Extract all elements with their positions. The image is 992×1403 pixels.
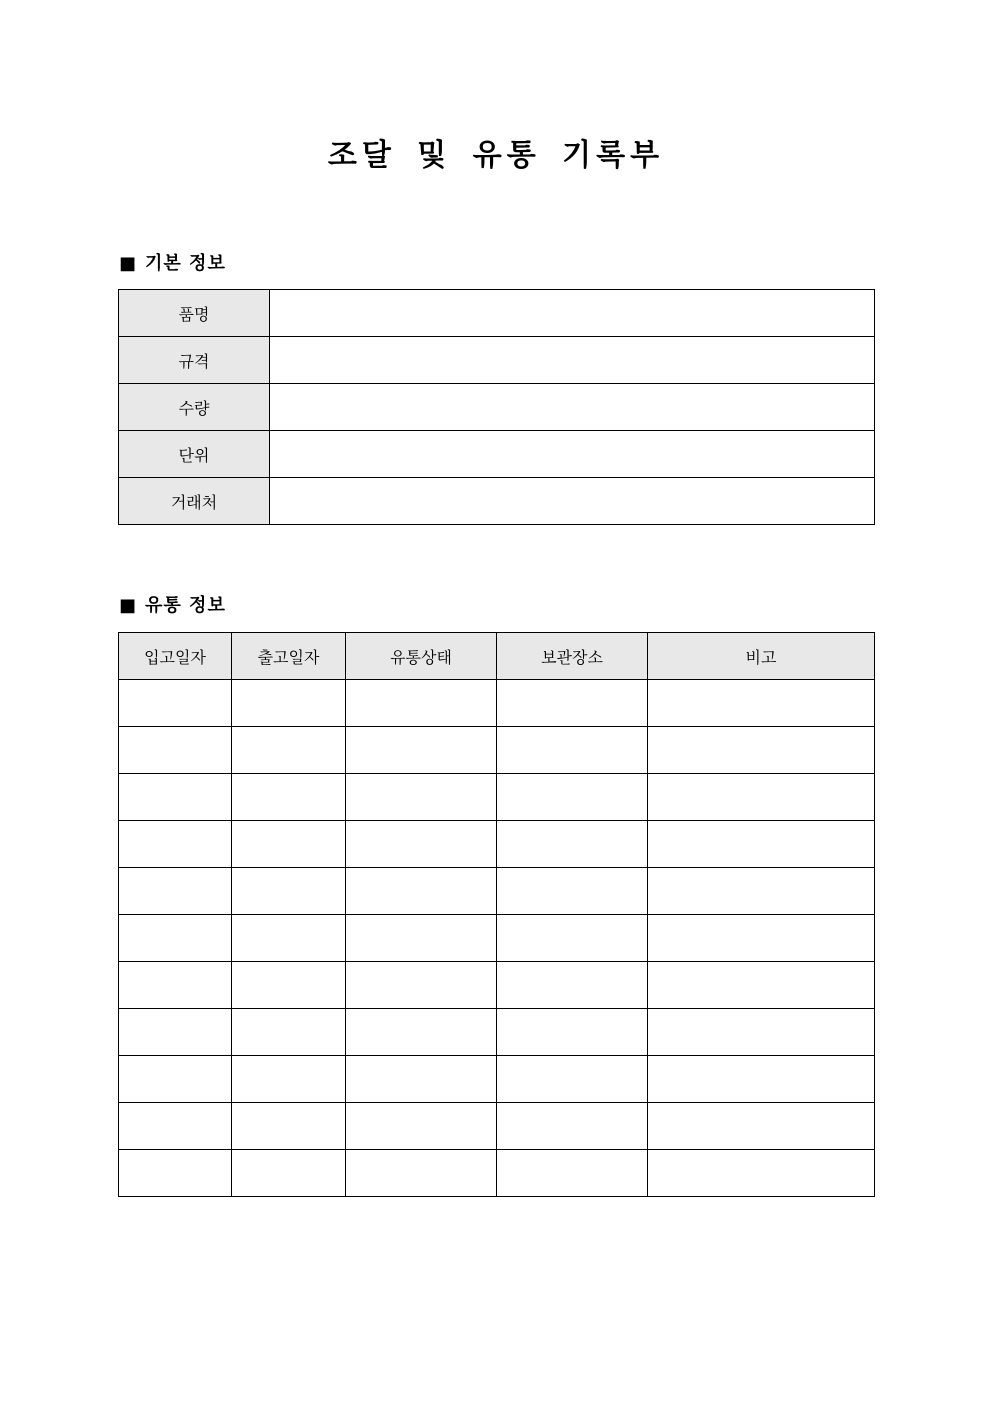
cell-status[interactable] <box>346 727 497 774</box>
flow-info-heading <box>119 594 226 618</box>
table-row <box>119 962 875 1009</box>
cell-location[interactable] <box>497 1009 648 1056</box>
page-title: 조달 및 유통 기록부 <box>327 138 665 173</box>
cell-in-date[interactable] <box>119 1103 232 1150</box>
table-row <box>119 431 875 478</box>
basic-info-heading-text: 기본 정보 <box>145 253 226 274</box>
field-label-quantity: 수량 <box>119 384 270 431</box>
square-bullet-icon: ■ <box>119 595 138 616</box>
table-row <box>119 774 875 821</box>
cell-out-date[interactable] <box>232 868 346 915</box>
cell-location[interactable] <box>497 680 648 727</box>
table-row <box>119 821 875 868</box>
table-row <box>119 478 875 525</box>
cell-location[interactable] <box>497 727 648 774</box>
table-row <box>119 680 875 727</box>
square-bullet-icon: ■ <box>119 253 138 274</box>
cell-status[interactable] <box>346 868 497 915</box>
cell-remarks[interactable] <box>648 915 875 962</box>
field-value-spec[interactable] <box>270 337 875 384</box>
table-row <box>119 337 875 384</box>
field-label-spec: 규격 <box>119 337 270 384</box>
cell-remarks[interactable] <box>648 1009 875 1056</box>
cell-status[interactable] <box>346 1150 497 1197</box>
cell-status[interactable] <box>346 1103 497 1150</box>
field-label-vendor: 거래처 <box>119 478 270 525</box>
cell-status[interactable] <box>346 1009 497 1056</box>
cell-remarks[interactable] <box>648 868 875 915</box>
table-header-row <box>119 633 875 680</box>
cell-remarks[interactable] <box>648 1056 875 1103</box>
field-value-quantity[interactable] <box>270 384 875 431</box>
column-header-location: 보관장소 <box>497 633 648 680</box>
cell-in-date[interactable] <box>119 1009 232 1056</box>
cell-remarks[interactable] <box>648 821 875 868</box>
cell-in-date[interactable] <box>119 962 232 1009</box>
cell-out-date[interactable] <box>232 680 346 727</box>
cell-status[interactable] <box>346 1056 497 1103</box>
cell-location[interactable] <box>497 1056 648 1103</box>
cell-remarks[interactable] <box>648 774 875 821</box>
cell-remarks[interactable] <box>648 1150 875 1197</box>
table-row <box>119 727 875 774</box>
column-header-out-date: 출고일자 <box>232 633 346 680</box>
table-row <box>119 868 875 915</box>
column-header-remarks: 비고 <box>648 633 875 680</box>
cell-out-date[interactable] <box>232 1009 346 1056</box>
cell-out-date[interactable] <box>232 915 346 962</box>
basic-info-heading <box>119 252 226 276</box>
cell-in-date[interactable] <box>119 821 232 868</box>
table-row <box>119 384 875 431</box>
cell-out-date[interactable] <box>232 821 346 868</box>
cell-in-date[interactable] <box>119 868 232 915</box>
cell-location[interactable] <box>497 962 648 1009</box>
cell-location[interactable] <box>497 1103 648 1150</box>
cell-status[interactable] <box>346 962 497 1009</box>
cell-in-date[interactable] <box>119 1056 232 1103</box>
cell-out-date[interactable] <box>232 727 346 774</box>
cell-location[interactable] <box>497 1150 648 1197</box>
table-row <box>119 290 875 337</box>
cell-in-date[interactable] <box>119 680 232 727</box>
field-label-unit: 단위 <box>119 431 270 478</box>
table-row <box>119 915 875 962</box>
table-row <box>119 1103 875 1150</box>
cell-status[interactable] <box>346 680 497 727</box>
cell-status[interactable] <box>346 821 497 868</box>
cell-out-date[interactable] <box>232 962 346 1009</box>
cell-location[interactable] <box>497 821 648 868</box>
cell-in-date[interactable] <box>119 915 232 962</box>
cell-out-date[interactable] <box>232 1103 346 1150</box>
cell-location[interactable] <box>497 774 648 821</box>
cell-in-date[interactable] <box>119 774 232 821</box>
cell-remarks[interactable] <box>648 1103 875 1150</box>
table-row <box>119 1056 875 1103</box>
basic-info-table <box>118 289 875 525</box>
table-row <box>119 1150 875 1197</box>
field-value-vendor[interactable] <box>270 478 875 525</box>
cell-status[interactable] <box>346 915 497 962</box>
flow-info-heading-text: 유통 정보 <box>145 595 226 616</box>
table-row <box>119 1009 875 1056</box>
flow-info-table <box>118 632 875 1197</box>
cell-location[interactable] <box>497 915 648 962</box>
cell-remarks[interactable] <box>648 680 875 727</box>
cell-out-date[interactable] <box>232 774 346 821</box>
cell-out-date[interactable] <box>232 1056 346 1103</box>
cell-in-date[interactable] <box>119 1150 232 1197</box>
field-value-unit[interactable] <box>270 431 875 478</box>
field-label-item-name: 품명 <box>119 290 270 337</box>
cell-remarks[interactable] <box>648 962 875 1009</box>
field-value-item-name[interactable] <box>270 290 875 337</box>
cell-in-date[interactable] <box>119 727 232 774</box>
cell-status[interactable] <box>346 774 497 821</box>
cell-location[interactable] <box>497 868 648 915</box>
column-header-in-date: 입고일자 <box>119 633 232 680</box>
cell-remarks[interactable] <box>648 727 875 774</box>
cell-out-date[interactable] <box>232 1150 346 1197</box>
column-header-status: 유통상태 <box>346 633 497 680</box>
